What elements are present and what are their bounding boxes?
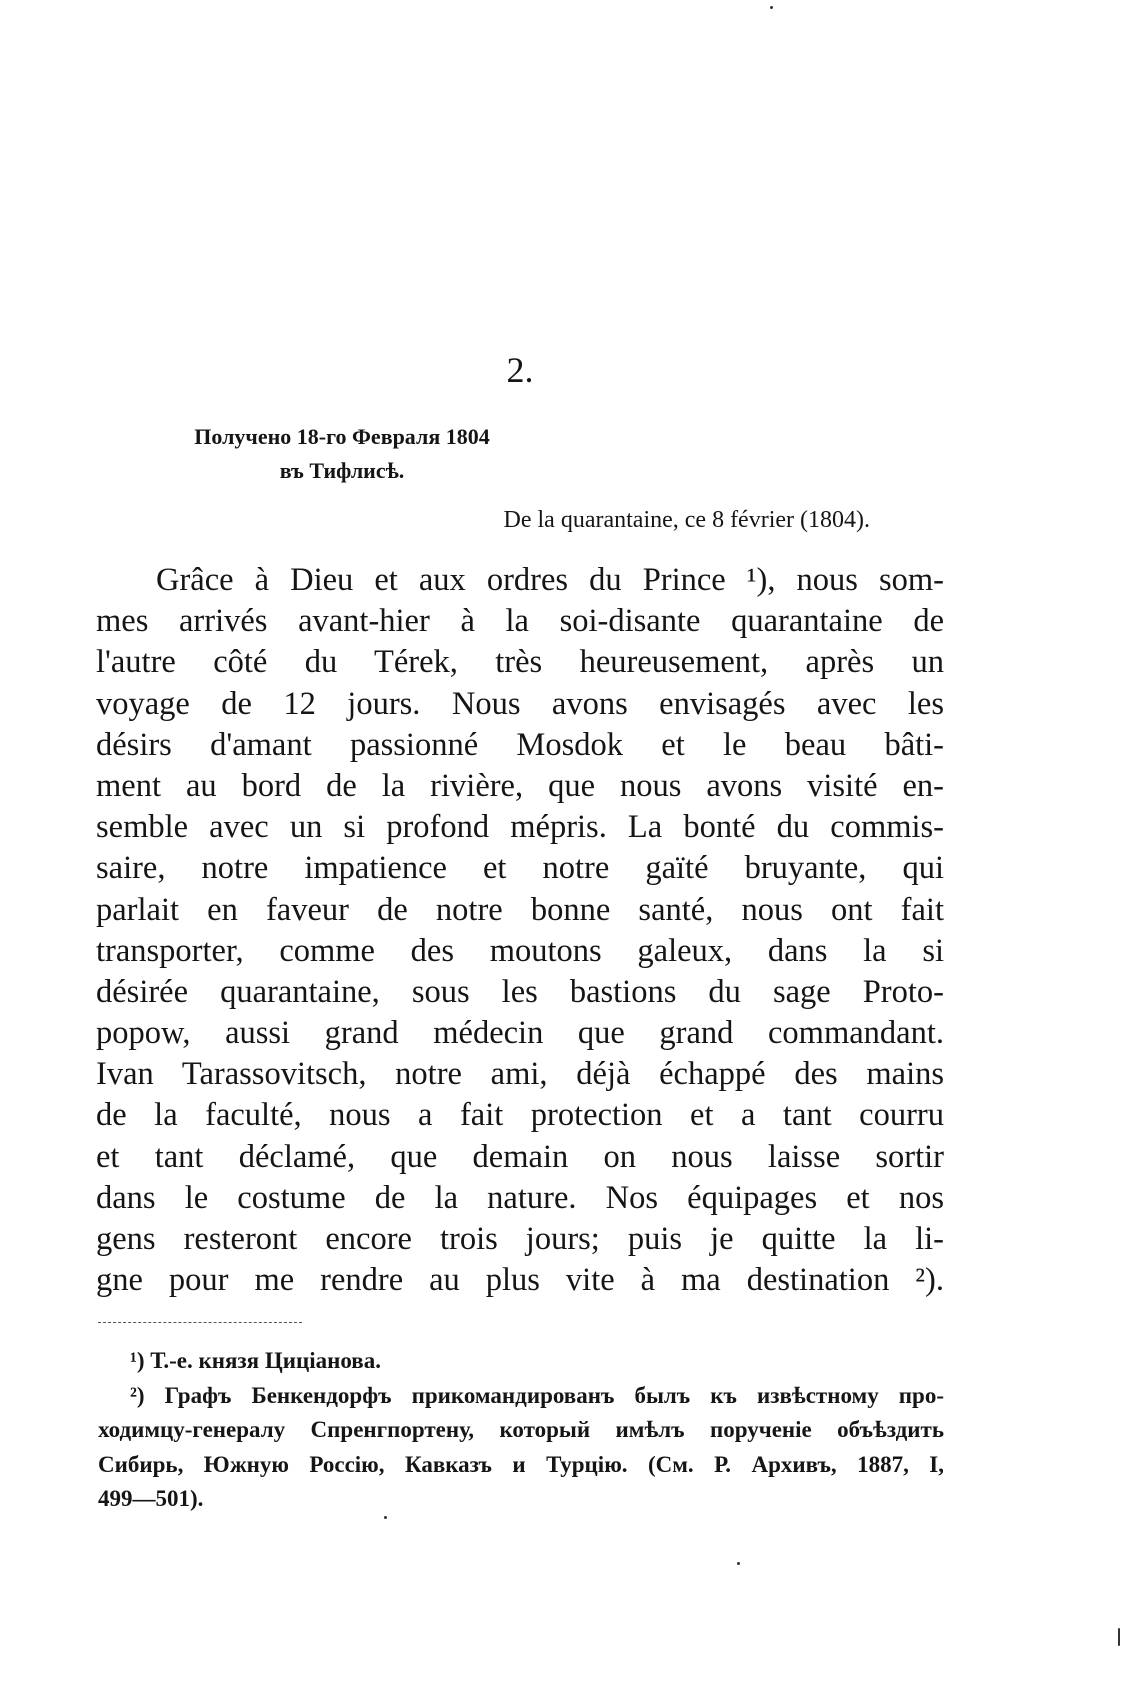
body-line: de la faculté, nous a fait protection et a tant courru (96, 1097, 944, 1134)
scan-speck (384, 1516, 387, 1519)
footnote-line: Сибирь, Южную Россiю, Кавказъ и Турцiю. (См. Р. Архивъ, 1887, I, (98, 1451, 944, 1477)
scan-speck (737, 1562, 740, 1565)
body-line: Grâce à Dieu et aux ordres du Prince ¹), nous som- (156, 562, 944, 598)
footnote-line: ²) Графъ Бенкендорфъ прикомандированъ былъ къ извѣстному про- (130, 1382, 944, 1408)
footnote-line: ходимцу-генералу Спренгпортену, который имѣлъ порученiе объѣздить (98, 1417, 944, 1442)
body-line: gens resteront encore trois jours; puis je quitte la li- (96, 1221, 944, 1257)
body-line: voyage de 12 jours. Nous avons envisagés avec les (96, 685, 944, 722)
body-line: parlait en faveur de notre bonne santé, nous ont fait (96, 891, 944, 928)
body-line: désirs d'amant passionné Mosdok et le beau bâti- (96, 726, 944, 763)
body-line: transporter, comme des moutons galeux, dans la si (96, 932, 944, 969)
received-note-line-1: Получено 18-го Февраля 1804 (194, 424, 490, 449)
body-line: l'autre côté du Térek, très heureusement, après un (96, 644, 944, 681)
footnote-line: 499—501). (98, 1486, 204, 1511)
body-line: et tant déclamé, que demain on nous laisse sortir (96, 1138, 944, 1175)
body-line: gne pour me rendre au plus vite à ma destination ²). (96, 1262, 944, 1299)
body-line: ment au bord de la rivière, que nous avons visité en- (96, 767, 944, 804)
scan-speck (1118, 1628, 1120, 1646)
body-line: désirée quarantaine, sous les bastions du sage Proto- (96, 973, 944, 1010)
scan-speck (770, 6, 773, 9)
body-line: saire, notre impatience et notre gaïté bruyante, qui (96, 850, 944, 887)
body-line: Ivan Tarassovitsch, notre ami, déjà échappé des mains (96, 1056, 944, 1093)
letter-number: 2. (506, 350, 534, 390)
received-note-line-2: въ Тифлисѣ. (279, 458, 405, 483)
footnotes (98, 1344, 944, 1517)
body-line: dans le costume de la nature. Nos équipages et nos (96, 1179, 944, 1216)
letter-body (96, 560, 944, 1301)
body-line: semble avec un si profond mépris. La bonté du commis- (96, 809, 944, 846)
body-line: mes arrivés avant-hier à la soi-disante quarantaine de (96, 603, 944, 640)
footnote-line: ¹) Т.-е. князя Цицiанова. (130, 1348, 381, 1373)
received-note (92, 420, 592, 488)
body-line: popow, aussi grand médecin que grand commandant. (96, 1015, 944, 1052)
dateline: De la quarantaine, ce 8 février (1804). (503, 507, 870, 533)
footnote-divider (98, 1322, 302, 1323)
